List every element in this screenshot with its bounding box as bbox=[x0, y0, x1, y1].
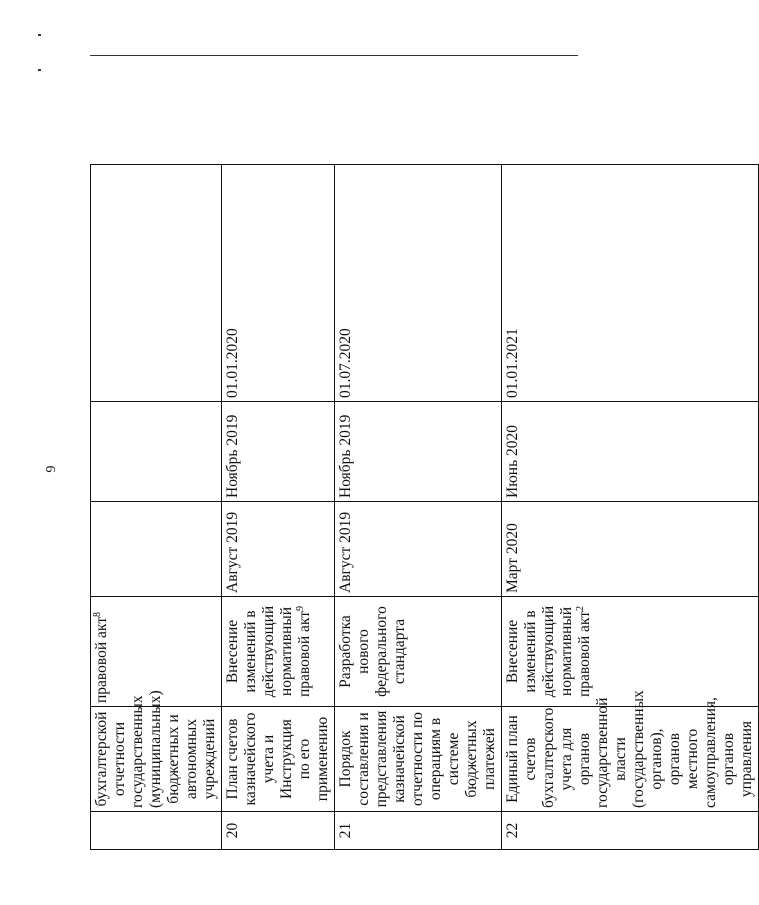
table-row bbox=[335, 165, 502, 850]
start-date: Август 2019 bbox=[222, 502, 335, 597]
table-row bbox=[502, 165, 759, 850]
row-number bbox=[91, 812, 222, 850]
plan-table bbox=[90, 164, 759, 850]
end-date bbox=[91, 402, 222, 502]
action-text: Внесение изменений в действующий нормативный правовой акт bbox=[504, 605, 593, 698]
end-date: Ноябрь 2019 bbox=[335, 402, 502, 502]
row-number: 20 bbox=[222, 812, 335, 850]
table-row bbox=[91, 165, 222, 850]
footnote-mark: 2 bbox=[574, 606, 586, 611]
document-table bbox=[90, 165, 755, 850]
document-name: бухгалтерской отчетности государственных (муниципальных) бюджетных и автономных учреждений bbox=[91, 707, 222, 812]
action-text: Разработка нового федерального стандарта bbox=[337, 606, 408, 697]
end-date: Июнь 2020 bbox=[502, 402, 759, 502]
effective-date: 01.01.2021 bbox=[502, 165, 759, 402]
page-number: 6 bbox=[42, 465, 57, 473]
end-date: Ноябрь 2019 bbox=[222, 402, 335, 502]
header-rule bbox=[90, 55, 578, 56]
document-name: Единый план счетов бухгалтерского учета для органов государственной власти (государственных органов), органов местного самоуправления, органов управления bbox=[502, 707, 759, 812]
footnote-mark: 8 bbox=[91, 612, 103, 617]
action-text: правовой акт bbox=[93, 617, 110, 703]
footnote-mark: 9 bbox=[294, 606, 306, 611]
action-text: Внесение изменений в действующий нормативный правовой акт bbox=[224, 605, 313, 698]
start-date bbox=[91, 502, 222, 597]
action-cell bbox=[222, 597, 335, 707]
table-row bbox=[222, 165, 335, 850]
scan-mark bbox=[38, 34, 41, 36]
effective-date: 01.07.2020 bbox=[335, 165, 502, 402]
start-date: Август 2019 bbox=[335, 502, 502, 597]
row-number: 21 bbox=[335, 812, 502, 850]
document-name: План счетов казначейского учета и Инструкция по его применению bbox=[222, 707, 335, 812]
action-cell bbox=[335, 597, 502, 707]
effective-date bbox=[91, 165, 222, 402]
effective-date: 01.01.2020 bbox=[222, 165, 335, 402]
document-name: Порядок составления и представления казначейской отчетности по операциям в системе бюджетных платежей bbox=[335, 707, 502, 812]
start-date: Март 2020 bbox=[502, 502, 759, 597]
row-number: 22 bbox=[502, 812, 759, 850]
scan-mark bbox=[38, 69, 41, 71]
